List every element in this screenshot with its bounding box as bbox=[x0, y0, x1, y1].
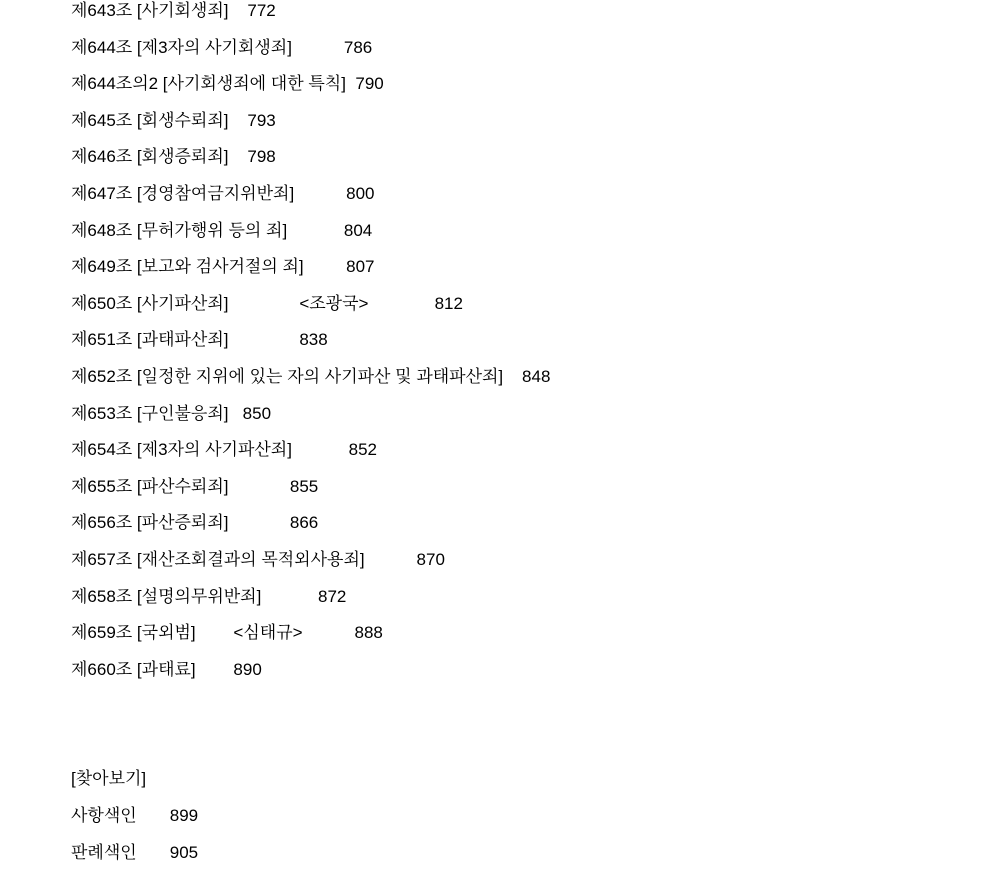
toc-entry: 제658조 [설명의무위반죄] 872 bbox=[71, 586, 347, 606]
toc-entry: 제660조 [과태료] 890 bbox=[71, 659, 262, 679]
toc-entry: 제649조 [보고와 검사거절의 죄] 807 bbox=[71, 257, 375, 277]
toc-entry: 제644조의2 [사기회생죄에 대한 특칙] 790 bbox=[71, 74, 384, 94]
toc-entry: 제653조 [구인불응죄] 850 bbox=[71, 403, 272, 423]
toc-entry: 제645조 [회생수뢰죄] 793 bbox=[71, 110, 276, 130]
toc-entry: 제643조 [사기회생죄] 772 bbox=[71, 1, 276, 20]
toc-entry: 제659조 [국외범] <심태규> 888 bbox=[71, 623, 383, 643]
index-heading: [찾아보기] bbox=[71, 769, 147, 789]
toc-entry: 제657조 [재산조회결과의 목적외사용죄] 870 bbox=[71, 549, 445, 569]
toc-entry: 제651조 [과태파산죄] 838 bbox=[71, 330, 328, 350]
document-page bbox=[71, 0, 550, 871]
index-entry: 사항색인 899 bbox=[71, 806, 199, 826]
toc-entry: 제644조 [제3자의 사기회생죄] 786 bbox=[71, 37, 373, 57]
index-section bbox=[71, 761, 550, 871]
index-entry: 판례색인 905 bbox=[71, 842, 199, 862]
toc-entry: 제655조 [파산수뢰죄] 855 bbox=[71, 476, 319, 496]
toc-list bbox=[71, 0, 550, 688]
index-list bbox=[71, 798, 550, 871]
toc-entry: 제648조 [무허가행위 등의 죄] 804 bbox=[71, 220, 373, 240]
toc-entry: 제650조 [사기파산죄] <조광국> 812 bbox=[71, 293, 463, 313]
toc-entry: 제654조 [제3자의 사기파산죄] 852 bbox=[71, 440, 377, 460]
toc-entry: 제647조 [경영참여금지위반죄] 800 bbox=[71, 183, 375, 203]
toc-entry: 제652조 [일정한 지위에 있는 자의 사기파산 및 과태파산죄] 848 bbox=[71, 366, 551, 386]
toc-entry: 제656조 [파산증뢰죄] 866 bbox=[71, 513, 319, 533]
toc-entry: 제646조 [회생증뢰죄] 798 bbox=[71, 147, 276, 167]
